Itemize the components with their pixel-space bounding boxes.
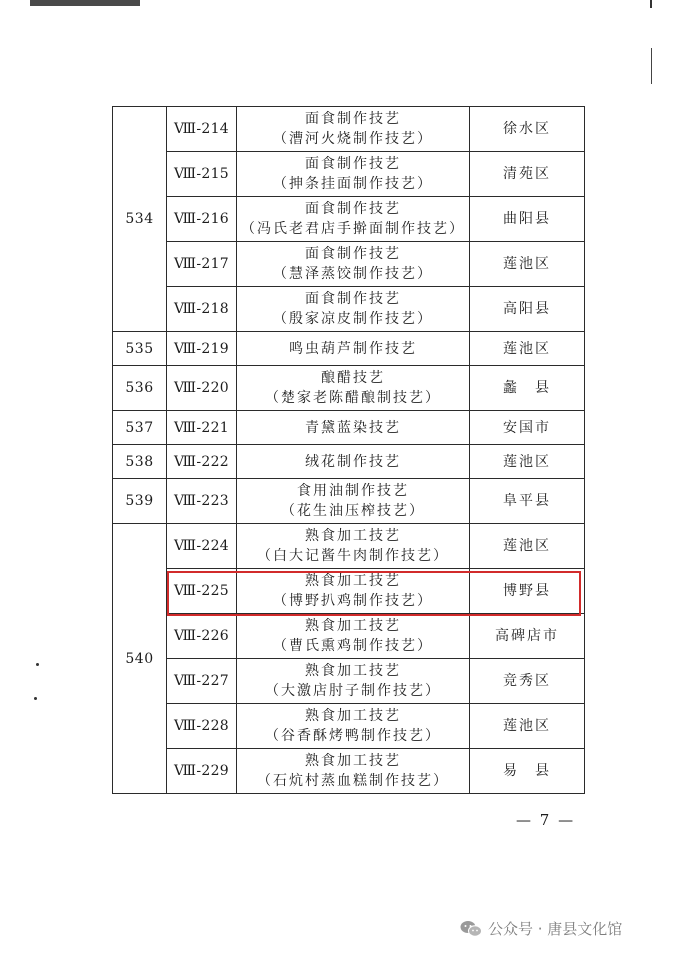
item-name-cell [237, 479, 470, 524]
item-code-cell: Ⅷ-219 [167, 332, 237, 366]
item-code-cell: Ⅷ-227 [167, 659, 237, 704]
item-area-cell: 莲池区 [470, 524, 585, 569]
seq-number-cell: 537 [113, 411, 167, 445]
table-row [113, 152, 585, 197]
item-name-line2: （楚家老陈醋酿制技艺） [265, 390, 441, 406]
scan-mark [651, 48, 652, 84]
item-name-line1: 熟食加工技艺 [305, 573, 401, 589]
item-area-cell: 阜平县 [470, 479, 585, 524]
item-name-line1: 熟食加工技艺 [305, 753, 401, 769]
table-row [113, 479, 585, 524]
seq-number-cell: 538 [113, 445, 167, 479]
item-area-cell: 曲阳县 [470, 197, 585, 242]
item-code-cell: Ⅷ-220 [167, 366, 237, 411]
item-name-line2: （慧泽蒸饺制作技艺） [273, 266, 433, 282]
item-name-line2: （曹氏熏鸡制作技艺） [273, 638, 433, 654]
table-row [113, 366, 585, 411]
wechat-icon [460, 920, 482, 938]
item-name-line1: 酿醋技艺 [321, 370, 385, 386]
table-row [113, 614, 585, 659]
scan-edge-artifact [30, 0, 140, 6]
item-name-line2: （殷家凉皮制作技艺） [273, 311, 433, 327]
item-code-cell: Ⅷ-223 [167, 479, 237, 524]
item-name-cell [237, 445, 470, 479]
table-row [113, 332, 585, 366]
item-name-cell [237, 366, 470, 411]
item-code-cell: Ⅷ-217 [167, 242, 237, 287]
item-name-cell [237, 287, 470, 332]
item-code-cell: Ⅷ-216 [167, 197, 237, 242]
item-name-cell [237, 107, 470, 152]
scan-dot [34, 697, 37, 700]
item-area-cell: 安国市 [470, 411, 585, 445]
item-name-cell [237, 704, 470, 749]
item-code-cell: Ⅷ-229 [167, 749, 237, 794]
seq-number-cell: 540 [113, 524, 167, 794]
item-name-cell [237, 152, 470, 197]
item-code-cell: Ⅷ-218 [167, 287, 237, 332]
item-code-cell: Ⅷ-225 [167, 569, 237, 614]
table-row [113, 704, 585, 749]
table-row [113, 749, 585, 794]
item-area-cell: 易 县 [470, 749, 585, 794]
item-area-cell: 莲池区 [470, 242, 585, 287]
item-name-line1: 面食制作技艺 [305, 246, 401, 262]
scan-dot [36, 663, 39, 666]
item-name-line2: （大激店肘子制作技艺） [265, 683, 441, 699]
item-area-cell: 竞秀区 [470, 659, 585, 704]
item-code-cell: Ⅷ-221 [167, 411, 237, 445]
seq-number-cell: 535 [113, 332, 167, 366]
table-row [113, 569, 585, 614]
item-name-line2: （抻条挂面制作技艺） [273, 176, 433, 192]
item-name-line1: 青黛蓝染技艺 [305, 419, 401, 436]
item-name-cell [237, 332, 470, 366]
item-area-cell: 莲池区 [470, 332, 585, 366]
item-name-line1: 熟食加工技艺 [305, 663, 401, 679]
item-name-line1: 熟食加工技艺 [305, 528, 401, 544]
table-row [113, 242, 585, 287]
item-name-line1: 熟食加工技艺 [305, 708, 401, 724]
table-row [113, 524, 585, 569]
item-code-cell: Ⅷ-226 [167, 614, 237, 659]
watermark [460, 918, 622, 939]
item-name-line2: （冯氏老君店手擀面制作技艺） [241, 221, 465, 237]
item-name-cell [237, 242, 470, 287]
item-code-cell: Ⅷ-214 [167, 107, 237, 152]
item-area-cell: 蠡 县 [470, 366, 585, 411]
item-code-cell: Ⅷ-224 [167, 524, 237, 569]
item-name-cell [237, 197, 470, 242]
item-name-cell [237, 524, 470, 569]
item-name-cell [237, 749, 470, 794]
item-area-cell: 博野县 [470, 569, 585, 614]
item-code-cell: Ⅷ-222 [167, 445, 237, 479]
table-row [113, 107, 585, 152]
item-code-cell: Ⅷ-215 [167, 152, 237, 197]
table-row [113, 659, 585, 704]
item-name-line2: （石炕村蒸血糕制作技艺） [257, 773, 449, 789]
item-name-line1: 熟食加工技艺 [305, 618, 401, 634]
item-area-cell: 高碑店市 [470, 614, 585, 659]
heritage-table [112, 106, 585, 794]
item-area-cell: 莲池区 [470, 704, 585, 749]
item-name-line2: （花生油压榨技艺） [281, 503, 425, 519]
item-area-cell: 清苑区 [470, 152, 585, 197]
item-name-line2: （白大记酱牛肉制作技艺） [257, 548, 449, 564]
seq-number-cell: 539 [113, 479, 167, 524]
seq-number-cell: 536 [113, 366, 167, 411]
item-name-line1: 面食制作技艺 [305, 156, 401, 172]
heritage-table-body [113, 107, 585, 794]
item-name-line1: 面食制作技艺 [305, 291, 401, 307]
table-row [113, 287, 585, 332]
item-name-line2: （漕河火烧制作技艺） [273, 131, 433, 147]
item-name-cell [237, 411, 470, 445]
item-name-line1: 面食制作技艺 [305, 201, 401, 217]
item-name-line2: （博野扒鸡制作技艺） [273, 593, 433, 609]
watermark-text: 公众号 · 唐县文化馆 [488, 920, 623, 938]
table-row [113, 445, 585, 479]
item-code-cell: Ⅷ-228 [167, 704, 237, 749]
item-area-cell: 高阳县 [470, 287, 585, 332]
table-row [113, 411, 585, 445]
item-name-cell [237, 569, 470, 614]
table-row [113, 197, 585, 242]
page-number: — 7 — [516, 811, 576, 829]
item-name-line1: 面食制作技艺 [305, 111, 401, 127]
item-name-line1: 食用油制作技艺 [297, 483, 409, 499]
item-name-cell [237, 614, 470, 659]
seq-number-cell: 534 [113, 107, 167, 332]
item-name-line1: 绒花制作技艺 [305, 453, 401, 470]
item-name-cell [237, 659, 470, 704]
scan-mark [650, 0, 652, 8]
item-name-line1: 鸣虫葫芦制作技艺 [289, 340, 417, 357]
item-area-cell: 莲池区 [470, 445, 585, 479]
item-area-cell: 徐水区 [470, 107, 585, 152]
item-name-line2: （谷香酥烤鸭制作技艺） [265, 728, 441, 744]
